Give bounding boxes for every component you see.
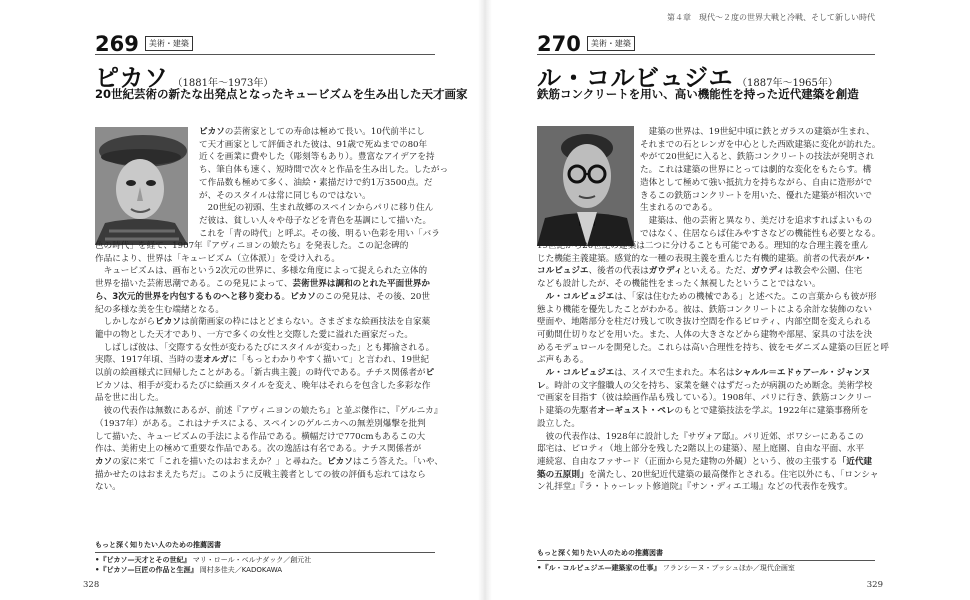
bold-text: 芸術世界は調和のとれた平面世界か (292, 279, 431, 290)
portrait-photo (95, 127, 188, 245)
body-text-wrap (640, 126, 880, 240)
text-block (95, 380, 443, 456)
reading-title: もっと深く知りたい人のための推薦図書 (537, 548, 875, 561)
text-line (537, 367, 889, 380)
entry-header-left (95, 32, 435, 55)
text-line (537, 380, 889, 393)
text-run: きるこの鉄筋コンクリートを用いた、優れた建築が相次いで (640, 190, 872, 201)
entry-title: ル・コルビュジエ (537, 64, 733, 92)
body-text-wrap (199, 126, 448, 240)
text-run: 20世紀の初頭、生まれ故郷のスペインからパリに移り住ん (199, 203, 434, 214)
text-run: た。これは建築の世界にとっては劇的な変化をもたらす。構 (640, 165, 872, 176)
text-run: といえる。ただ、 (682, 266, 752, 277)
text-run: のもとで建築技法を学ぶ。1922年に建築事務所を (674, 406, 869, 417)
text-line (537, 278, 889, 291)
text-line (95, 380, 443, 393)
book-title: •『ル・コルビュジエ—建築家の仕事』 (537, 564, 661, 572)
bold-text: オーギュスト・ペレ (597, 406, 675, 417)
text-run: の芸術家としての寿命は極めて長い。10代前半にし (224, 127, 425, 137)
text-run: ト建築の先駆者 (537, 406, 598, 417)
right-page (537, 0, 889, 600)
text-line (95, 304, 443, 317)
text-run: 紀の多様な美を生む端緒となる。 (95, 304, 224, 315)
picasso-portrait-icon (95, 127, 188, 245)
entry-number: 270 (537, 32, 581, 56)
reading-title: もっと深く知りたい人のための推薦図書 (95, 540, 435, 553)
text-line (537, 392, 889, 405)
text-line (537, 316, 889, 329)
text-run: 以前の絵画様式に回帰したことがある。「新古典主義」の時代である。チチス関係者が (95, 368, 426, 379)
text-line (537, 253, 889, 266)
bold-text: 築の五原則」 (537, 469, 589, 480)
bold-text: ピカソ (327, 456, 353, 467)
entry-dates: （1881年〜1973年） (172, 78, 274, 89)
portrait-photo (537, 126, 634, 246)
text-run: 色の時代」を経て、1907年『アヴィニヨンの娘たち』を発表した。この記念碑的 (95, 241, 409, 251)
text-line (95, 240, 443, 253)
text-line (95, 431, 443, 444)
text-line (199, 177, 448, 190)
book-author: フランシーヌ・ブッシュほか／現代企画室 (660, 564, 795, 572)
text-line (640, 228, 880, 241)
text-line (199, 151, 448, 164)
text-line (199, 215, 448, 228)
text-line (199, 190, 448, 203)
text-run: て天才画家として評価された彼は、91歳で死ぬまでの80年 (199, 139, 428, 150)
text-line (95, 481, 443, 494)
text-line (95, 342, 443, 355)
page-number: 329 (866, 580, 883, 590)
text-run: これを「青の時代」と呼ぶ。その後、明るい色彩を用い「バラ (199, 228, 440, 239)
reading-item (95, 565, 435, 575)
text-block (95, 456, 443, 494)
text-run: 態より機能を優先したことがわかる。彼は、鉄筋コンクリートによる余計な装飾のない (537, 304, 872, 315)
text-run: 建築は、他の芸術と異なり、美だけを追求すればよいもの (640, 215, 873, 226)
text-line (95, 443, 443, 456)
reading-list (537, 563, 875, 573)
text-run: 実際、1917年頃、当時の妻 (95, 355, 203, 366)
text-line (537, 481, 889, 494)
text-line (537, 342, 889, 355)
text-run: やがて20世紀に入ると、鉄筋コンクリートの技法が発明され (640, 152, 875, 163)
body-text (537, 240, 889, 494)
text-run: めるモデュロールを開発した。これらは高い合理性を持ち、彼をモダニズム建築の巨匠と呼 (537, 342, 889, 353)
text-run: ち、筆自体も速く、短時間で次々と作品を生み出した。したがっ (199, 165, 449, 176)
text-run: 彼の代表作は無数にあるが、前述『アヴィニヨンの娘たち』と並ぶ傑作に、『ゲルニカ』 (95, 406, 443, 417)
bold-text: オルガ (202, 355, 229, 366)
recommended-reading (95, 540, 435, 575)
corbusier-portrait-icon (537, 126, 634, 246)
text-run: 建築の世界は、19世紀中頃に鉄とガラスの建築が生まれ、 (640, 127, 875, 137)
body-text (95, 240, 443, 494)
bold-text: ピ (425, 368, 435, 379)
bold-text: カソ (95, 456, 113, 467)
text-run: （1937年）がある。これはナチスによる、スペインのゲルニカへの無差別爆撃を批判 (95, 418, 426, 429)
text-line (95, 354, 443, 367)
text-line (199, 139, 448, 152)
entry-dates: （1887年〜1965年） (737, 78, 838, 89)
text-line (640, 126, 880, 139)
text-line (640, 190, 880, 203)
text-line (640, 177, 880, 190)
text-line (640, 215, 880, 228)
book-author: マリ・ロール・ベルナダック／創元社 (190, 556, 312, 564)
text-run: は、スイスで生まれた。本名は (614, 368, 735, 379)
text-line (537, 418, 889, 431)
left-page (83, 0, 468, 600)
text-run: 可動間仕切りなどを用いた。また、人体の大きさなどから建物や部屋、家具の寸法を決 (537, 329, 873, 340)
entry-subtitle: 鉄筋コンクリートを用い、高い機能性を持った近代建築を創造 (537, 87, 859, 101)
entry-subtitle: 20世紀芸術の新たな出発点となったキュービズムを生み出した天才画家 (95, 87, 468, 101)
text-run: 彼の代表作は、1928年に設計した『サヴォア邸』。パリ近郊、ポワシーにあるこの (537, 431, 864, 442)
book-title: •『ピカソ—巨匠の作品と生涯』 (95, 566, 198, 574)
bold-text: ピカソ (290, 291, 316, 302)
text-line (95, 265, 443, 278)
text-run: それまでの石とレンガを中心とした西欧建築に変化が訪れた。 (640, 139, 881, 150)
text-run: は前衛画家の枠にはとどまらない。さまざまな絵画技法を自家薬 (180, 317, 431, 328)
text-line (537, 469, 889, 482)
entry-header-right (537, 32, 875, 55)
text-line (640, 202, 880, 215)
text-line (537, 456, 889, 469)
text-run: 。時計の文字盤職人の父を持ち、家業を継ぐはずだったが病親のため断念。美術学校 (545, 380, 873, 391)
text-line (95, 329, 443, 342)
text-line (95, 291, 443, 304)
bold-text: ル・コルビュジエ (537, 291, 615, 302)
text-run: 造体として極めて強い抵抗力を持ちながら、自由に造形がで (640, 177, 873, 188)
text-line (640, 139, 880, 152)
text-run: ではなく、住居ならば住みやすさなどの機能性も必要となる。 (640, 228, 881, 239)
text-run: て作品数も極めて多く、油絵・素描だけで約1万3500点。だ (199, 177, 433, 188)
text-run: は、「家は住むための機械である」と述べた。この言葉からも彼が形 (614, 291, 877, 302)
text-run: 19世紀から20世紀の建築は二つに分けることも可能である。理知的な合理主義を重ん (537, 241, 869, 251)
text-run: ない。 (95, 482, 121, 493)
reading-item (537, 563, 875, 573)
text-run: 世界を描いた芸術思潮である。この発見によって、 (95, 279, 293, 290)
recommended-reading (537, 548, 875, 573)
text-run: は、相手が変わるたびに絵画スタイルを変え、晩年はそれらを包含した多彩な作 (120, 380, 431, 391)
text-run: 、後者の代表は (588, 266, 649, 277)
text-run: 品を世に出した。 (95, 393, 164, 404)
text-run: ン礼拝堂』『ラ・トゥーレット修道院』『サン・ディエ工場』などの代表作を残す。 (537, 482, 853, 493)
bold-text: 「近代建 (837, 456, 873, 467)
text-line (537, 354, 889, 367)
text-run: 壁面や、地階部分を柱だけ残して吹き抜け空間を作るピロティ、内部空間を変えられる (537, 317, 872, 328)
text-line (199, 228, 448, 241)
text-line (199, 126, 448, 139)
text-line (537, 405, 889, 418)
text-line (640, 164, 880, 177)
text-run: の家に来て「これを描いたのはおまえか？」と尋ねた。 (112, 456, 328, 467)
text-line (95, 392, 443, 405)
text-run: 邸宅は、ピロティ（地上部分を残した2階以上の建築）、屋上庭園、自由な平面、水平 (537, 444, 865, 455)
text-run: 描かせたのはおまえたちだ」。このように反戦主義者としての彼の評価も忘れてはなら (95, 469, 426, 480)
text-run: 設立した。 (537, 418, 580, 429)
text-run: 生まれるのである。 (640, 203, 718, 214)
category-label: 美術・建築 (587, 36, 635, 51)
bold-text: ル・ (854, 253, 873, 264)
text-line (95, 316, 443, 329)
bold-text: ら、3次元的世界を内包するものへと移り変わる (95, 291, 282, 302)
text-run: はこう答えた。「いや、 (352, 456, 443, 467)
text-line (95, 456, 443, 469)
page-number: 328 (83, 580, 100, 590)
bold-text: レ (537, 380, 546, 391)
text-run: のこの発見は、その後、20世 (315, 291, 430, 302)
text-run: 連続窓、自由なファサード（正面から見た建物の外観）という、彼の主張する (537, 456, 838, 467)
text-line (95, 367, 443, 380)
text-run: 作は、美術史上の極めて重要な作品である。次の逸話は有名である。ナチス関係者が (95, 444, 422, 455)
text-run: は教会や公園、住宅 (784, 266, 863, 277)
bold-text: ガウディ (751, 266, 785, 277)
text-run: 近くを画業に費やした（彫刻等もあり）。豊富なアイデアを持 (199, 152, 435, 163)
text-run: じた機能主義建築。感覚的な一種の表現主義を重んじた有機的建築。前者の代表が (537, 253, 855, 264)
text-run: 。 (281, 291, 291, 302)
text-line (199, 202, 448, 215)
bold-text: ガウディ (648, 266, 683, 277)
text-line (537, 443, 889, 456)
text-run: が、そのスタイルは常に同じものではない。 (199, 190, 371, 201)
text-line (537, 291, 889, 304)
book-title: •『ピカソ—天才とその世紀』 (95, 556, 191, 564)
text-line (537, 265, 889, 278)
text-run: ぶ声もある。 (537, 355, 589, 366)
text-run: 籠中の物とした天才であり、一方で多くの女性と交際した愛に溢れた画家だった。 (95, 329, 413, 340)
text-run: 作品により、世界は「キュービズム（立体派）」を受け入れる。 (95, 253, 340, 264)
book-gutter (478, 0, 492, 600)
text-run: で画家を目指す（彼は絵画作品も残している）。1908年、パリに行き、鉄筋コンクリー (537, 393, 873, 404)
text-line (95, 418, 443, 431)
text-run: して描いた、キュービズムの手法による作品である。横幅だけで770cmもあるこの大 (95, 431, 426, 442)
bold-text: ル・コルビュジエ (537, 368, 615, 379)
text-line (537, 431, 889, 444)
text-run: キュービズムは、画布という2次元の世界に、多様な角度によって捉えられた立体的 (95, 266, 428, 277)
bold-text: コルビュジエ (537, 266, 589, 277)
text-line (95, 278, 443, 291)
text-line (95, 253, 443, 266)
bold-text: ピカソ (199, 127, 225, 137)
text-run: ピカソ (95, 380, 121, 391)
book-author: 岡村多佳夫／KADOKAWA (197, 566, 283, 574)
text-line (537, 304, 889, 317)
reading-item (95, 555, 435, 565)
running-head: 第４章 現代〜２度の世界大戦と冷戦、そして新しい時代 (667, 13, 875, 22)
text-run: だ彼は、貧しい人々や母子などを青色を基調にして描いた。 (199, 215, 432, 226)
text-line (95, 469, 443, 482)
text-line (537, 329, 889, 342)
text-run: に「もっとわかりやすく描いて」と言われ、19世紀 (228, 355, 430, 366)
text-line (95, 405, 443, 418)
category-label: 美術・建築 (145, 36, 193, 51)
text-line (640, 151, 880, 164)
text-run: しばしば彼は、「交際する女性が変わるたびにスタイルが変わった」とも揶揄される。 (95, 342, 435, 353)
text-line (199, 164, 448, 177)
text-line (537, 240, 889, 253)
bold-text: ピカソ (155, 317, 181, 328)
text-run: なども設計したが、その機能性をまったく無視したということではない。 (537, 279, 821, 290)
entry-title: ピカソ (95, 64, 169, 92)
reading-list (95, 555, 435, 575)
text-run: しかしながら (95, 317, 156, 328)
text-run: を満たし、20世紀近代建築の最高傑作とされる。住宅以外にも、「ロンシャ (588, 469, 879, 480)
bold-text: シャルル＝エドゥアール・ジャンヌ (734, 368, 871, 379)
entry-number: 269 (95, 32, 139, 56)
